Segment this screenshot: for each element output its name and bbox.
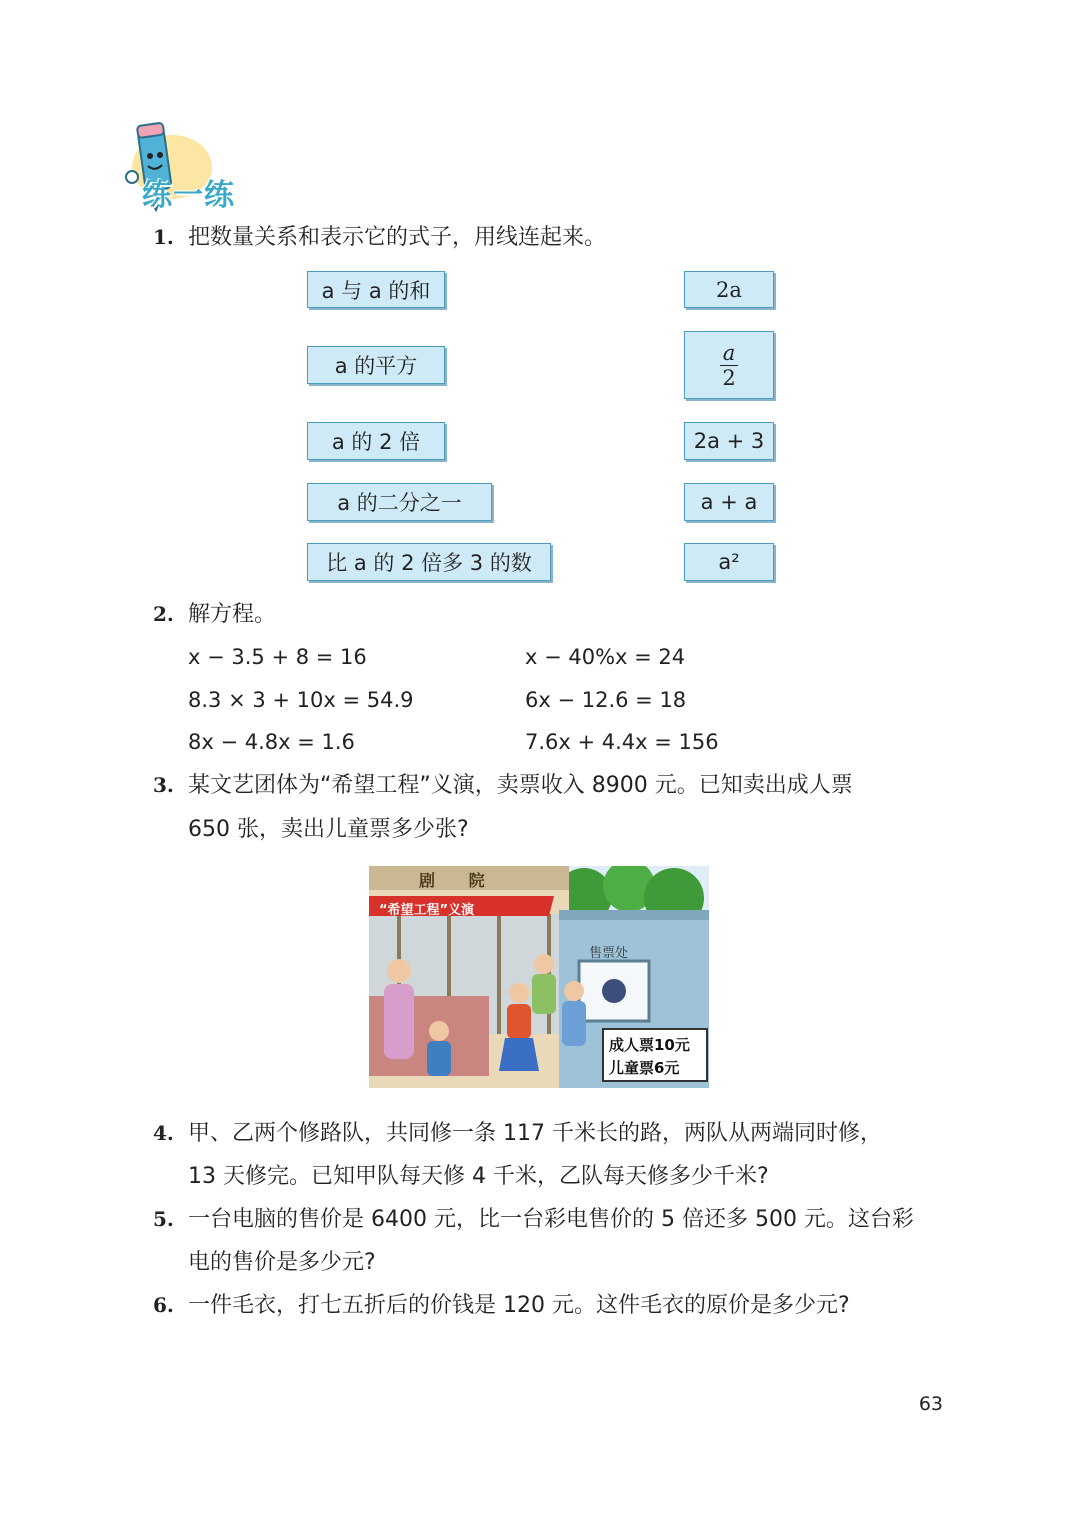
match-left-item: a 与 a 的和 <box>307 271 445 308</box>
page-number: 63 <box>918 1393 943 1415</box>
theater-sign: 剧 院 <box>419 871 499 890</box>
match-right-item: 2a <box>684 271 774 308</box>
question-number: 4. <box>153 1121 174 1145</box>
equation: x − 40%x = 24 <box>525 645 686 669</box>
question-text: 把数量关系和表示它的式子，用线连起来。 <box>188 225 607 250</box>
question-number: 6. <box>153 1293 174 1317</box>
match-left-item: a 的 2 倍 <box>307 422 445 460</box>
question-text: 解方程。 <box>188 602 277 627</box>
question-text-line1: 甲、乙两个修路队，共同修一条 117 千米长的路，两队从两端同时修， <box>188 1121 882 1146</box>
question-number: 3. <box>153 773 174 797</box>
question-text-line2: 650 张，卖出儿童票多少张? <box>188 817 469 842</box>
match-right-item: 2a + 3 <box>684 422 774 460</box>
section-title: 练一练 <box>142 178 235 213</box>
ticket-office-sign: 售票处 <box>589 946 629 961</box>
equation: x − 3.5 + 8 = 16 <box>188 645 367 669</box>
equation: 8x − 4.8x = 1.6 <box>188 730 355 754</box>
match-left-item: a 的平方 <box>307 346 445 384</box>
equation: 7.6x + 4.4x = 156 <box>525 730 719 754</box>
match-left-item: a 的二分之一 <box>307 483 492 521</box>
theater-illustration <box>369 866 709 1088</box>
price-adult: 成人票10元 <box>609 1036 690 1054</box>
question-number: 5. <box>153 1207 174 1231</box>
fraction: $\frac{a}{2}$ <box>720 342 738 389</box>
question-text-line1: 一件毛衣，打七五折后的价钱是 120 元。这件毛衣的原价是多少元? <box>188 1293 850 1318</box>
question-text-line2: 13 天修完。已知甲队每天修 4 千米，乙队每天修多少千米? <box>188 1164 769 1189</box>
question-number: 1. <box>153 225 174 249</box>
match-right-item-fraction <box>684 331 774 399</box>
match-left-item: 比 a 的 2 倍多 3 的数 <box>307 543 551 581</box>
question-text-line2: 电的售价是多少元? <box>188 1250 376 1275</box>
banner-text: “希望工程”义演 <box>379 903 475 918</box>
question-text-line1: 一台电脑的售价是 6400 元，比一台彩电售价的 5 倍还多 500 元。这台彩 <box>188 1207 914 1232</box>
question-number: 2. <box>153 602 174 626</box>
equation: 6x − 12.6 = 18 <box>525 688 687 712</box>
price-child: 儿童票6元 <box>609 1059 680 1077</box>
question-text-line1: 某文艺团体为“希望工程”义演，卖票收入 8900 元。已知卖出成人票 <box>188 773 853 798</box>
match-right-item: a² <box>684 543 774 581</box>
equation: 8.3 × 3 + 10x = 54.9 <box>188 688 414 712</box>
section-header <box>120 122 280 217</box>
match-right-item: a + a <box>684 483 774 521</box>
